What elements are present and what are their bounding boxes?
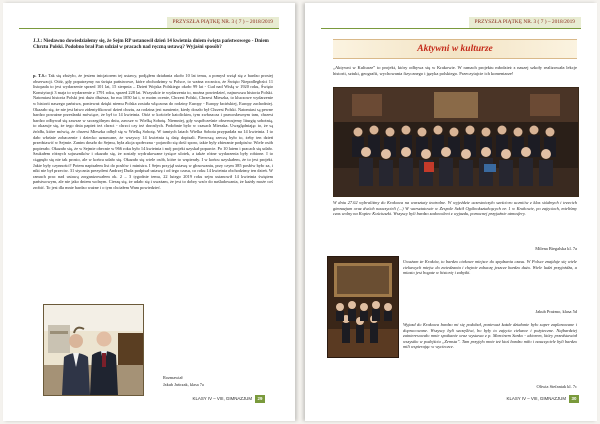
article-title-banner xyxy=(333,39,577,59)
interview-photo xyxy=(43,304,144,396)
right-header-title: PRZYSZŁA PIĄTKĘ NR. 3 ( 7 ) – 2018/2019 xyxy=(469,17,581,28)
interviewer-credit-name: Jakub Jańczak, klasa 7a xyxy=(163,382,204,387)
answer-body: Tak się złożyło, że jestem inicjatorem tej ustawy, podjąłem działania około 10 lat temu, a pomysł wziął się z bardzo prostej obserwacji. Otóż, gdy popatrzymy na święta państwowe, które obchodzimy w Polsce, to ważna rocznica, że Święto Niepodległości 11 listopada to jest wydarzenie sprzed 101 lat, 15 sierpnia – Dzień Wojska Polskiego około 99 lat - Cud nad Wisłą w 1920 roku, Święto Konstytucji 3 maja to wydarzenie z 1791 roku, sprzed 228 lat. Wszystkie te wydarzenia to, można powiedzieć, najnowsza historia Polski. Natomiast historia Polski jest dużo dłuższa, bo ma 1050 lat i, w moim ocenie, Chrzest Polski, Chrzest Mieszka, to kluczowe wydarzenie w historii naszego państwa, ponieważ dzięki niemu Polska została włączona do rodziny Europy - Europy łacińskiej, Europy zachodniej. Okazało się, że nie jest łatwo zidentyfikować dzień chrztu, za rodzina jest sumienie, kiedy doszło był Chrzest Polski. Natomiast są pewne bardzo poważne przesłanki mówiące, że był to 14 kwietnia. Otóż w kościele katolickim, tym zwłaszcza i prawosławnym tam, chrzest bardzo odbywał się zawsze w szczególnym dniu, zawsze w Wielką Sobotę. Niemniej, gdy współcześnie obserwujemy liturgię sobotnią, to okazuje się, że tego dnia papież też chrzci - chrzci czy też dorosłych. Podobnie bylo w czasach Mieszka. Uwzględniając to, że są źródła, które mówią, że chrzest Mieszka odbył się w Wielką Sobotę. W tamtych latach Wielka Sobota przypadała na 14 kwietnia. I to dało właśnie zobaczenie i dziecko uznawane, że wszyscy 14 kwietnia tą datę dopisali. Pierwszą rzeczą było to, żeby ten dzień przedstawić w Sejmie. Zanim doszło do Sejmu, była akcja społeczna - pojawiło się dość sporo, takie były zbieranie podpisów. Wiele osób popierało. Okazało się, że w Sejmie obecnie w 966 roku było 14 kwietnia i mój projekt uzyskał poparcie. Po 10 latem i pracach się udało. Szukałem różnych sojuszników i okazało się, że zostały wydrukowane tysiące ulotek, a także różne wydarzenia były robione. I to ciągnęło się nie tak prosto, ale w końcu udało się. Okazało się wiele osób, które to wspierały. I w końcu uzyskałem, że to jest projekt. Jakie były czynności? Potem napisałem list do posłów i ministra. I Sejm przyjął ustawę w głosowaniu, przy czym 385 posłów było za, i nikt nie był przeciw. 31 stycznia prezydent Andrzej Duda podpisał ustawę i od tego czasu, co roku 14 kwietnia obchodzimy ten dzień. W ramach prac nad ustawą zorganizowałem ok. 2 – 3 tygodnie temu, 22 lutego 2019 roku sejm ustanowił 14 kwietnia świętem państwowym, ale nie jako dniem wolnym. Cieszę się, że udało się i uważam, że jest to dobry wzór do naśladowania, że każdy może coś zrobić. To jest dla mnie bardzo ważne i o tym chciałem Wam powiedzieć. xyxy=(33,73,274,190)
signature-3: Oliwia Stefaniak kl. 7c xyxy=(536,384,577,389)
left-page-number: 29 xyxy=(255,395,265,403)
group-photo xyxy=(333,87,579,197)
right-page-header xyxy=(321,17,581,29)
left-footer-text: KLASY IV – VIII, GIMNAZJUM xyxy=(192,396,252,401)
museum-photo xyxy=(327,256,399,358)
interview-question: J.J.: Niedawno dowiedziałemy się, że Sejm RP ustanowił dzień 14 kwietnia dniem święta państwowego - Dniem Chrztu Polski. Podobno brał Pan udział w pracach nad ręczną ustawą? Wyjaśni sposób? xyxy=(33,39,269,51)
article-title: Aktywni w kulturze xyxy=(417,44,493,54)
article-intro: „Aktywni w Kulturze” to projekt, który odbywa się w Krakowie. W ramach projektu młodzież z naszej szkoły realizowała lekcje historii, sztuki, geografii, wychowania fizycznego i języka polskiego. Przeczytajcie ich komentarze! xyxy=(333,65,577,76)
signature-1: Milena Biegalska kl. 7a xyxy=(535,246,577,251)
left-header-title: PRZYSZŁA PIĄTKĘ NR. 3 ( 7 ) – 2018/2019 xyxy=(167,17,279,28)
right-footer-text: KLASY IV – VIII, GIMNAZJUM xyxy=(506,396,566,401)
right-page-number: 30 xyxy=(569,395,579,403)
left-page xyxy=(3,3,295,421)
signature-2: Jakub Prażmo, klasa 5d xyxy=(535,309,577,314)
interview-answer xyxy=(33,73,273,190)
left-page-header xyxy=(19,17,279,29)
right-page-footer xyxy=(507,395,579,403)
paragraph-1: W dniu 27.02 wybraliśmy do Krakowa na warsztaty teatralne. W wyjeździe uczestniczyło sześcioro uczniów z klas siódmych i trzecich gimnazjum oraz dwóch nauczycieli (...) W warsztatowie w Zespole Szkół Ogólnokształcących nr. 1 w Krakowie, po zajęciach, mieliśmy czas wolny na Kopiec Kościuszki. Wszyscy byli bardzo zadowoleni z wyjazdu, pomocnej przyjaźnie atmosfery. xyxy=(333,200,577,217)
paragraph-3: Wyjazd do Krakowa bardzo mi się podobał, ponieważ każde działanie było super zaplanowane i dopracowane. Wszyscy byli szczęśliwi, bo były to zajęcia ciekawe i pożyteczne. Najbardziej zainteresowało mnie spotkanie oraz wystawa z p. Marcinem Sanko - aktorem, który przedstawiał wszystko w podejściu „Zemsta”. Tam przyjęło mnie też ktoś bardzo miło i nauczyciele byli bardzo mili wspierając w wycieczce. xyxy=(403,322,577,350)
interviewer-credit-label: Rozmawiał xyxy=(163,375,183,380)
answer-speaker-label: p. T.S.: xyxy=(33,73,47,78)
paragraph-2: Uważam że Kraków, to bardzo ciekawe miejsce do spędzania czasu. W Polsce znajduje się wiele ciekawych miejsc do zwiedzania i chętnie zobaczę jeszcze bardzo dużo. Wiele ludzi przyjeżdża, a miasto jest bogate w historię i zabytki. xyxy=(403,259,577,276)
right-page xyxy=(305,3,597,421)
left-page-footer xyxy=(193,395,265,403)
